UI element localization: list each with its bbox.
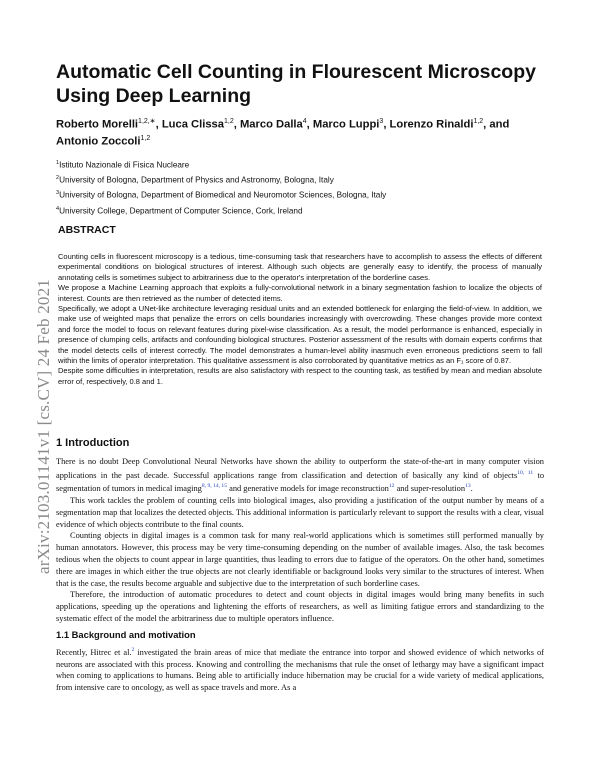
citation-link[interactable]: 12 xyxy=(388,483,395,490)
author-name: Roberto Morelli xyxy=(56,118,139,131)
author-separator: , xyxy=(155,118,162,131)
paragraph-text: investigated the brain areas of mice that mediate the entrance into torpor and showed evidence of which networks of neurons are associated with this process. Knowing and controlling the mechanisms that rule the onset of lethargy may have a significant impact when coming to applications to humans. Being able to artificially induce hibernation may be crucial for a wide variety of medical applications, from intensive care to oncology, as well as space travels and more. As a xyxy=(56,647,544,693)
author-affil-marker: 4 xyxy=(302,118,307,125)
citation-link[interactable]: 10, 11 xyxy=(517,469,534,476)
paragraph-text: . xyxy=(470,484,473,494)
arxiv-identifier: arXiv:2103.01141v1 [cs.CV] 24 Feb 2021 xyxy=(34,279,53,574)
abstract-paragraph: We propose a Machine Learning approach that exploits a fully-convolutional network in a binary segmentation fashion to localize the objects of interest. Counts are then retrieved as the number of detected items. xyxy=(58,283,542,303)
author-affil-marker: 1,2,∗ xyxy=(138,118,156,125)
body-paragraph: This work tackles the problem of counting cells into biological images, also providing a justification of the output number by means of a segmentation map that localizes the detected objects. This additional information is particularly relevant to support the results with a clear, visual evidence of which objects contribute to the final counts. xyxy=(56,495,544,529)
citation-link[interactable]: 2 xyxy=(131,647,135,653)
abstract-heading: ABSTRACT xyxy=(58,224,116,236)
author-name: Antonio Zoccoli xyxy=(56,135,141,148)
paragraph-text: and super-resolution xyxy=(394,484,466,494)
citation-link[interactable]: 8, 9, 14, 15 xyxy=(201,483,228,490)
affiliation-item xyxy=(56,203,546,218)
author-name: Luca Clissa xyxy=(161,118,224,131)
paragraph-text: to segmentation of tumors in medical imaging xyxy=(56,470,545,494)
affiliation-number: 1 xyxy=(56,160,60,166)
author-separator: , xyxy=(383,118,390,131)
affiliation-text: Istituto Nazionale di Fisica Nucleare xyxy=(59,160,190,170)
author-separator: , xyxy=(306,118,313,131)
body-paragraph: Counting objects in digital images is a common task for many real-world applications which is sometimes still performed manually by human annotators. However, this process may be very time-consuming depending on the number of available images. Also, the task becomes tedious when the objects to count appear in large quantities, thus leading to errors due to fatigue of the operators. On the other hand, sometimes there are images in which either the true objects are not clearly identifiable or background looks very similar to the structures of interest. When that is the case, the results become arguable and subjective due to the interpretation of such borderline cases. xyxy=(56,531,544,588)
author-list xyxy=(56,115,546,148)
abstract-paragraph: Despite some difficulties in interpretation, results are also satisfactory with respect to the counting task, as testified by mean and median absolute error of, respectively, 0.8 and 1. xyxy=(58,366,542,386)
citation-link[interactable]: 13 xyxy=(465,483,471,490)
affiliation-item xyxy=(56,157,546,172)
abstract-paragraph: Specifically, we adopt a UNet-like architecture leveraging residual units and an extended bottleneck for enlarging the field-of-view. In addition, we make use of weighted maps that penalize the errors on cells boundaries increasingly with overcrowding. These changes provide more context and force the model to focus on relevant features during pixel-wise classification. As a result, the model performance is enhanced, especially in presence of clumping cells, artifacts and confounding biological structures. Posterior assessment of the results with domain experts confirms that the model detects cells of interest correctly. The model demonstrates a human-level ability inasmuch even erroneous predictions seem to fall within the limits of operator interpretation. This qualitative assessment is also corroborated by quantitative metrics as an F₁ score of 0.87. xyxy=(58,304,542,366)
author-affil-marker: 1,2 xyxy=(224,118,234,125)
subsection-heading-background: 1.1 Background and motivation xyxy=(56,629,196,640)
body-paragraph: Therefore, the introduction of automatic procedures to detect and count objects in digital images would bring many benefits in such applications, speeding up the operations and lightening the efforts of researchers, as well as limiting fatigue errors and standardizing to the systematic effect of the model the arbitrariness due to multiple operators influence. xyxy=(56,590,544,623)
paragraph-text: and generative models for image reconstruction xyxy=(227,484,389,494)
affiliation-item xyxy=(56,187,546,202)
body-paragraph xyxy=(56,645,544,694)
affiliation-list xyxy=(56,157,546,218)
affiliation-number: 3 xyxy=(56,190,60,197)
author-name: Marco Luppi xyxy=(312,118,380,131)
affiliation-number: 2 xyxy=(56,175,60,182)
background-body xyxy=(56,645,544,694)
abstract-paragraph: Counting cells in fluorescent microscopy is a tedious, time-consuming task that researchers have to accomplish to assess the effects of different experimental conditions on biological structures of interest. Although such objects are generally easy to identify, the process of manually annotating cells is sometimes subject to arbitrariness due to the operator's interpretation of the borderline cases. xyxy=(58,252,542,282)
paragraph-text: Recently, Hitrec et al. xyxy=(56,647,132,657)
section-heading-introduction: 1 Introduction xyxy=(56,437,130,449)
body-paragraph xyxy=(56,456,544,495)
author-name: Marco Dalla xyxy=(239,118,303,131)
author-affil-marker: 1,2 xyxy=(140,134,151,142)
affiliation-text: University of Bologna, Department of Biomedical and Neuromotor Sciences, Bologna, Italy xyxy=(59,191,387,201)
affiliation-text: University of Bologna, Department of Physics and Astronomy, Bologna, Italy xyxy=(59,175,334,185)
paper-title: Automatic Cell Counting in Flourescent Microscopy Using Deep Learning xyxy=(56,61,536,107)
abstract-body xyxy=(58,252,542,387)
author-separator: , xyxy=(233,118,240,131)
author-separator: , and xyxy=(483,118,510,131)
paragraph-text: There is no doubt Deep Convolutional Neural Networks have shown the ability to outperform the state-of-the-art in many computer vision applications in the past decade. Successful applications range from classification and detection of basically any kind of objects xyxy=(56,457,544,480)
author-name: Lorenzo Rinaldi xyxy=(389,118,474,131)
author-affil-marker: 3 xyxy=(379,118,384,125)
affiliation-number: 4 xyxy=(56,205,60,212)
affiliation-text: University College, Department of Computer Science, Cork, Ireland xyxy=(59,206,303,216)
author-affil-marker: 1,2 xyxy=(473,118,484,125)
introduction-body xyxy=(56,456,544,625)
affiliation-item xyxy=(56,172,546,187)
